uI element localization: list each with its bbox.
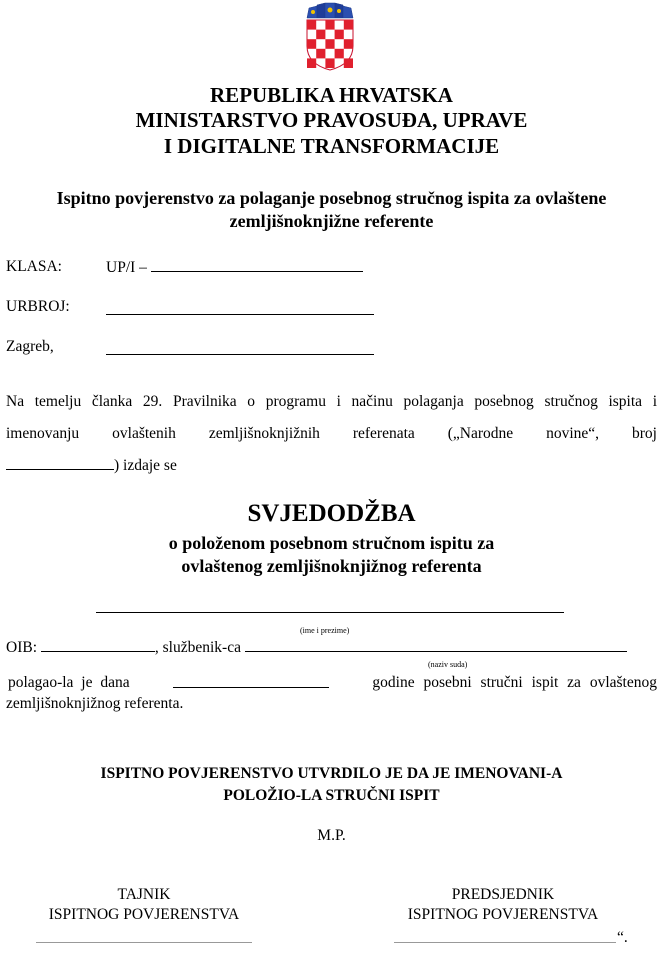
klasa-label: KLASA: bbox=[6, 258, 62, 275]
decision-line-2: POLOŽIO-LA STRUČNI ISPIT bbox=[223, 787, 440, 804]
crest-red-square bbox=[307, 39, 316, 49]
passed-row bbox=[8, 673, 657, 693]
passed-prefix: polagao-la je dana bbox=[8, 674, 130, 691]
klasa-field[interactable] bbox=[106, 257, 363, 278]
oib-label: OIB: bbox=[6, 639, 37, 656]
oib-row bbox=[6, 637, 627, 658]
crest-red-square bbox=[335, 49, 344, 59]
crest-red-square bbox=[307, 20, 316, 30]
crest-red-square bbox=[344, 20, 353, 30]
header-ministry-cont: I DIGITALNE TRANSFORMACIJE bbox=[163, 134, 500, 158]
commission-title-cont: zemljišnoknjižne referente bbox=[229, 211, 434, 231]
certificate-subtitle-1: o položenom posebnom stručnom ispitu za bbox=[168, 533, 495, 553]
president-signature-line[interactable] bbox=[394, 942, 616, 943]
place-label: Zagreb, bbox=[6, 338, 54, 355]
exam-date-blank[interactable] bbox=[173, 673, 329, 688]
closing-quote: “. bbox=[617, 929, 628, 946]
commission-title: Ispitno povjerenstvo za polaganje posebnog stručnog ispita za ovlaštene bbox=[56, 188, 607, 208]
intro-line-2: imenovanju ovlaštenih zemljišnoknjižnih referenata („Narodne novine“, broj bbox=[6, 425, 657, 442]
crest-red-square bbox=[316, 30, 325, 40]
certificate-subtitle-2: ovlaštenog zemljišnoknjižnog referenta bbox=[181, 556, 482, 576]
crest-red-square bbox=[325, 58, 334, 68]
crest-red-square bbox=[335, 30, 344, 40]
crest-red-square bbox=[325, 39, 334, 49]
klasa-prefix: UP/I – bbox=[106, 259, 147, 276]
croatian-coat-of-arms bbox=[303, 2, 357, 72]
stamp-place: M.P. bbox=[317, 827, 346, 844]
intro-line-3 bbox=[6, 455, 177, 476]
certificate-title: SVJEDODŽBA bbox=[247, 500, 416, 527]
urbroj-label: URBROJ: bbox=[6, 298, 70, 315]
date-blank[interactable] bbox=[106, 340, 374, 355]
gazette-number-blank[interactable] bbox=[6, 455, 114, 470]
header-ministry: MINISTARSTVO PRAVOSUĐA, UPRAVE bbox=[135, 108, 528, 132]
president-subtitle: ISPITNOG POVJERENSTVA bbox=[407, 906, 599, 923]
crest-red-square bbox=[316, 49, 325, 59]
intro-suffix: ) izdaje se bbox=[114, 457, 177, 474]
secretary-title: TAJNIK bbox=[117, 886, 171, 903]
president-title: PREDSJEDNIK bbox=[451, 886, 555, 903]
urbroj-blank[interactable] bbox=[106, 300, 374, 315]
court-blank[interactable] bbox=[245, 637, 627, 652]
secretary-signature-line[interactable] bbox=[36, 942, 252, 943]
crest-red-square bbox=[307, 58, 316, 68]
crest-red-square bbox=[344, 39, 353, 49]
klasa-blank[interactable] bbox=[151, 257, 363, 272]
header-republic: REPUBLIKA HRVATSKA bbox=[210, 83, 453, 107]
crest-red-square bbox=[325, 20, 334, 30]
passed-line-2: zemljišnoknjižnog referenta. bbox=[6, 695, 184, 712]
oib-blank[interactable] bbox=[41, 637, 155, 652]
name-caption: (ime i prezime) bbox=[300, 626, 350, 635]
court-caption: (naziv suda) bbox=[428, 660, 468, 669]
passed-suffix: godine posebni stručni ispit za ovlaštenog bbox=[372, 674, 657, 691]
secretary-subtitle: ISPITNOG POVJERENSTVA bbox=[48, 906, 240, 923]
decision-line-1: ISPITNO POVJERENSTVO UTVRDILO JE DA JE IMENOVANI-A bbox=[100, 765, 563, 782]
employee-label: , službenik-ca bbox=[154, 639, 241, 656]
name-blank[interactable] bbox=[96, 612, 564, 613]
intro-line-1: Na temelju članka 29. Pravilnika o programu i načinu polaganja posebnog stručnog ispita i bbox=[6, 393, 657, 410]
crest-red-square bbox=[344, 58, 353, 68]
